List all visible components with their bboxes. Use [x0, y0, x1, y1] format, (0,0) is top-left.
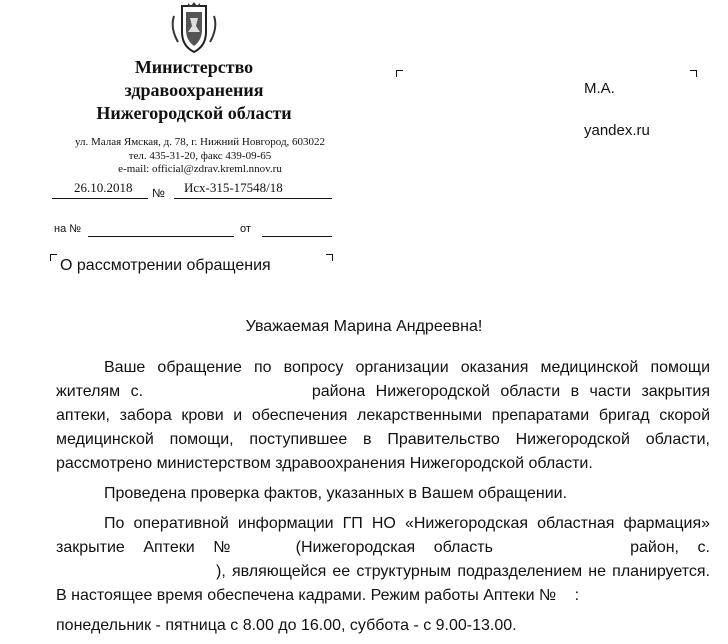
- subject-line: О рассмотрении обращения: [60, 257, 271, 274]
- outgoing-date: 26.10.2018: [74, 180, 133, 195]
- subject-corner-left: [50, 254, 57, 261]
- paragraph-3-part-2: (Нижегородская область: [295, 539, 493, 556]
- paragraph-1-part-2: района Нижегородской области в части закрытия аптеки, забора крови и обеспечения лекарственными препаратами бригад скорой медицинской помощи, поступившее в Правительство Нижегородской области, рассмотрено министерством здравоохранения Нижегородской области.: [56, 383, 711, 472]
- paragraph-3: [56, 512, 710, 608]
- number-underline: [174, 198, 332, 199]
- address-block: [50, 136, 350, 177]
- paragraph-2: Проведена проверка фактов, указанных в Вашем обращении.: [104, 485, 568, 502]
- coat-of-arms-icon: [166, 2, 222, 54]
- recipient-corner-right: [690, 70, 697, 77]
- letter-body: [56, 356, 710, 644]
- ministry-line-3: Нижегородской области: [96, 103, 292, 123]
- reference-number-underline: [88, 236, 234, 237]
- outgoing-number: Исх-315-17548/18: [184, 180, 283, 195]
- recipient-name: М.А.: [584, 80, 615, 97]
- paragraph-4: понедельник - пятница с 8.00 до 16.00, суббота - с 9.00-13.00.: [56, 617, 517, 634]
- reference-date-underline: [262, 236, 332, 237]
- date-underline: [52, 198, 148, 199]
- paragraph-3-part-4: ), являющейся ее структурным подразделением не планируется. В настоящее время обеспечена кадрами. Режим работы Аптеки №: [56, 563, 710, 604]
- ministry-line-1: Министерство: [134, 57, 254, 77]
- number-label: №: [152, 186, 165, 200]
- redacted-area: [153, 385, 301, 399]
- redacted-area: [56, 565, 216, 579]
- paragraph-3-part-1: По оперативной информации ГП НО «Нижегородская областная фармация» закрытие Аптеки №: [56, 515, 710, 556]
- phone-line: тел. 435-31-20, факс 439-09-65: [128, 149, 272, 162]
- reference-date-label: от: [240, 223, 251, 235]
- redacted-area: [263, 541, 277, 555]
- subject-corner-right: [326, 254, 333, 261]
- ministry-name: [60, 56, 328, 125]
- ministry-line-2: здравоохранения: [124, 80, 264, 100]
- redacted-area: [561, 589, 575, 603]
- greeting: Уважаемая Марина Андреевна!: [245, 318, 483, 335]
- paragraph-3-part-5: :: [574, 587, 580, 604]
- paragraph-1-part-1: Ваше обращение по вопросу организации оказания медицинской помощи жителям с.: [56, 359, 710, 400]
- paragraph-3-part-3: район, с.: [630, 539, 710, 556]
- paragraph-1: [56, 356, 710, 476]
- email-line: e-mail: official@zdrav.kreml.nnov.ru: [118, 163, 282, 175]
- redacted-area: [512, 541, 612, 555]
- recipient-email: yandex.ru: [584, 122, 650, 139]
- recipient-corner-left: [396, 70, 403, 77]
- address-line: ул. Малая Ямская, д. 78, г. Нижний Новгород, 603022: [74, 136, 326, 148]
- reference-number-label: на №: [54, 223, 82, 235]
